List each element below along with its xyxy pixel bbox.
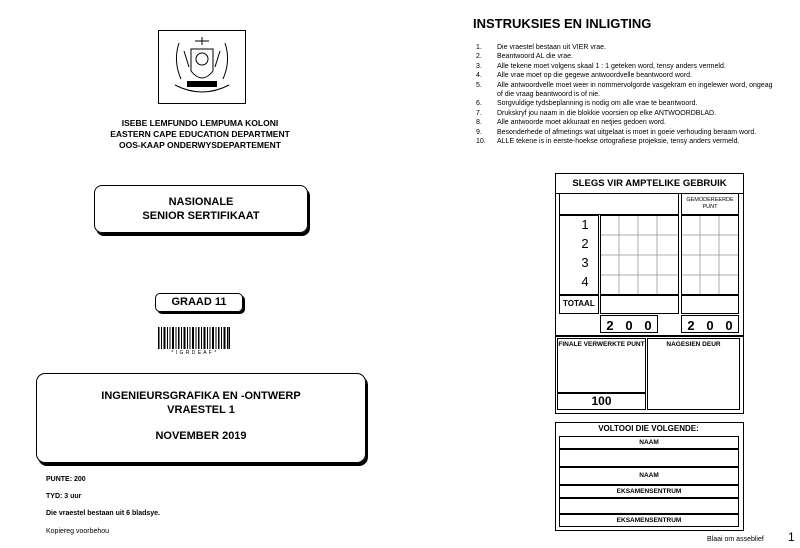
- exam-date: NOVEMBER 2019: [155, 430, 247, 442]
- centre-field-1[interactable]: [559, 485, 739, 498]
- question-number-column: [559, 215, 599, 295]
- official-use-title: SLEGS VIR AMPTELIKE GEBRUIK: [556, 174, 743, 194]
- turn-over-note: Blaai om asseblief: [707, 536, 764, 543]
- complete-following-title: VOLTOOI DIE VOLGENDE:: [598, 424, 699, 433]
- total-moderated-cell: [681, 295, 739, 314]
- paper-number: VRAESTEL 1: [167, 404, 235, 416]
- certificate-line2: SENIOR SERTIFIKAAT: [142, 210, 260, 222]
- header-blank-cell: [559, 193, 679, 215]
- centre-field-2[interactable]: [559, 514, 739, 527]
- copyright-label: Kopiereg voorbehou: [46, 528, 110, 535]
- instruction-item: 7. Drukskryf jou naam in die blokkie voorsien op elke ANTWOORDBLAD.: [476, 109, 717, 117]
- question-number: 3: [581, 255, 589, 270]
- time-label: TYD: 3 uur: [46, 493, 82, 500]
- total-label: TOTAAL: [559, 295, 599, 314]
- name-field-2[interactable]: [559, 467, 739, 485]
- instruction-item: 4. Alle vrae moet op die gegewe antwoordvelle beantwoord word.: [476, 72, 692, 80]
- total-digit: 0: [625, 318, 633, 333]
- instruction-item: 9. Besonderhede of afmetings wat uitgelaat is moet in goeie verhouding beraam word.: [476, 128, 757, 136]
- moderated-digit: 0: [706, 318, 714, 333]
- total-marks-cell: [600, 295, 679, 314]
- moderated-digit: 2: [687, 318, 695, 333]
- marks-grid: [600, 215, 679, 295]
- instruction-item: 1. Die vraestel bestaan uit VIER vrae.: [476, 44, 606, 51]
- moderated-grid: [681, 215, 739, 295]
- question-number: 1: [581, 217, 589, 232]
- page-number: 1: [788, 530, 795, 544]
- subject-box: [36, 373, 366, 463]
- name-label-2: NAAM: [639, 472, 659, 479]
- instruction-item: 8. Alle antwoorde moet akkuraat en netjies gedoen word.: [476, 119, 666, 127]
- name-field-1[interactable]: [559, 436, 739, 449]
- instruction-item: 10. ALLE tekene is in eerste-hoekse ortografiese projeksie, tensy anders vermeld.: [476, 138, 740, 146]
- instruction-item: 5. Alle antwoordvelle moet weer in nommervolgorde vasgekram en ingelewer word, ongeag of die vraag beantwoord is of nie.: [476, 81, 773, 99]
- total-digit: 0: [644, 318, 652, 333]
- pages-label: Die vraestel bestaan uit 6 bladsye.: [46, 510, 160, 517]
- certificate-title-box: [94, 185, 308, 233]
- barcode-text: * I G R D E A F *: [171, 350, 217, 356]
- department-name: ISEBE LEMFUNDO LEMPUMA KOLONI EASTERN CAPE EDUCATION DEPARTMENT OOS-KAAP ONDERWYSDEPARTEMENT: [110, 118, 290, 150]
- name-entry-1[interactable]: [559, 449, 739, 467]
- moderated-mark-header: GEMODEREERDE PUNT: [681, 193, 739, 215]
- certificate-line1: NASIONALE: [168, 196, 234, 208]
- question-number: 4: [581, 274, 589, 289]
- checked-by-label: NAGESIEN DEUR: [647, 338, 740, 410]
- instruction-item: 2. Beantwoord AL die vrae.: [476, 53, 574, 61]
- final-max-mark: 100: [557, 393, 646, 410]
- centre-label-2: EKSAMENSENTRUM: [616, 517, 682, 524]
- moderated-digit: 0: [725, 318, 733, 333]
- name-label-1: NAAM: [639, 439, 659, 446]
- marks-label: PUNTE: 200: [46, 476, 86, 483]
- instruction-item: 3. Alle tekene moet volgens skaal 1 : 1 geteken word, tensy anders vermeld.: [476, 62, 726, 70]
- instructions-title: INSTRUKSIES EN INLIGTING: [473, 16, 652, 31]
- instructions-list: [476, 43, 776, 146]
- subject-title: INGENIEURSGRAFIKA EN -ONTWERP: [101, 390, 301, 402]
- centre-entry[interactable]: [559, 498, 739, 514]
- grade-label: GRAAD 11: [155, 293, 243, 312]
- centre-label-1: EKSAMENSENTRUM: [616, 488, 682, 495]
- total-digit: 2: [606, 318, 614, 333]
- final-processed-mark-label: FINALE VERWERKTE PUNT: [557, 338, 646, 393]
- coat-of-arms-emblem: [158, 30, 246, 104]
- barcode-image: [158, 327, 230, 349]
- question-number: 2: [581, 236, 589, 251]
- instruction-item: 6. Sorgvuldige tydsbeplanning is nodig om alle vrae te beantwoord.: [476, 100, 698, 108]
